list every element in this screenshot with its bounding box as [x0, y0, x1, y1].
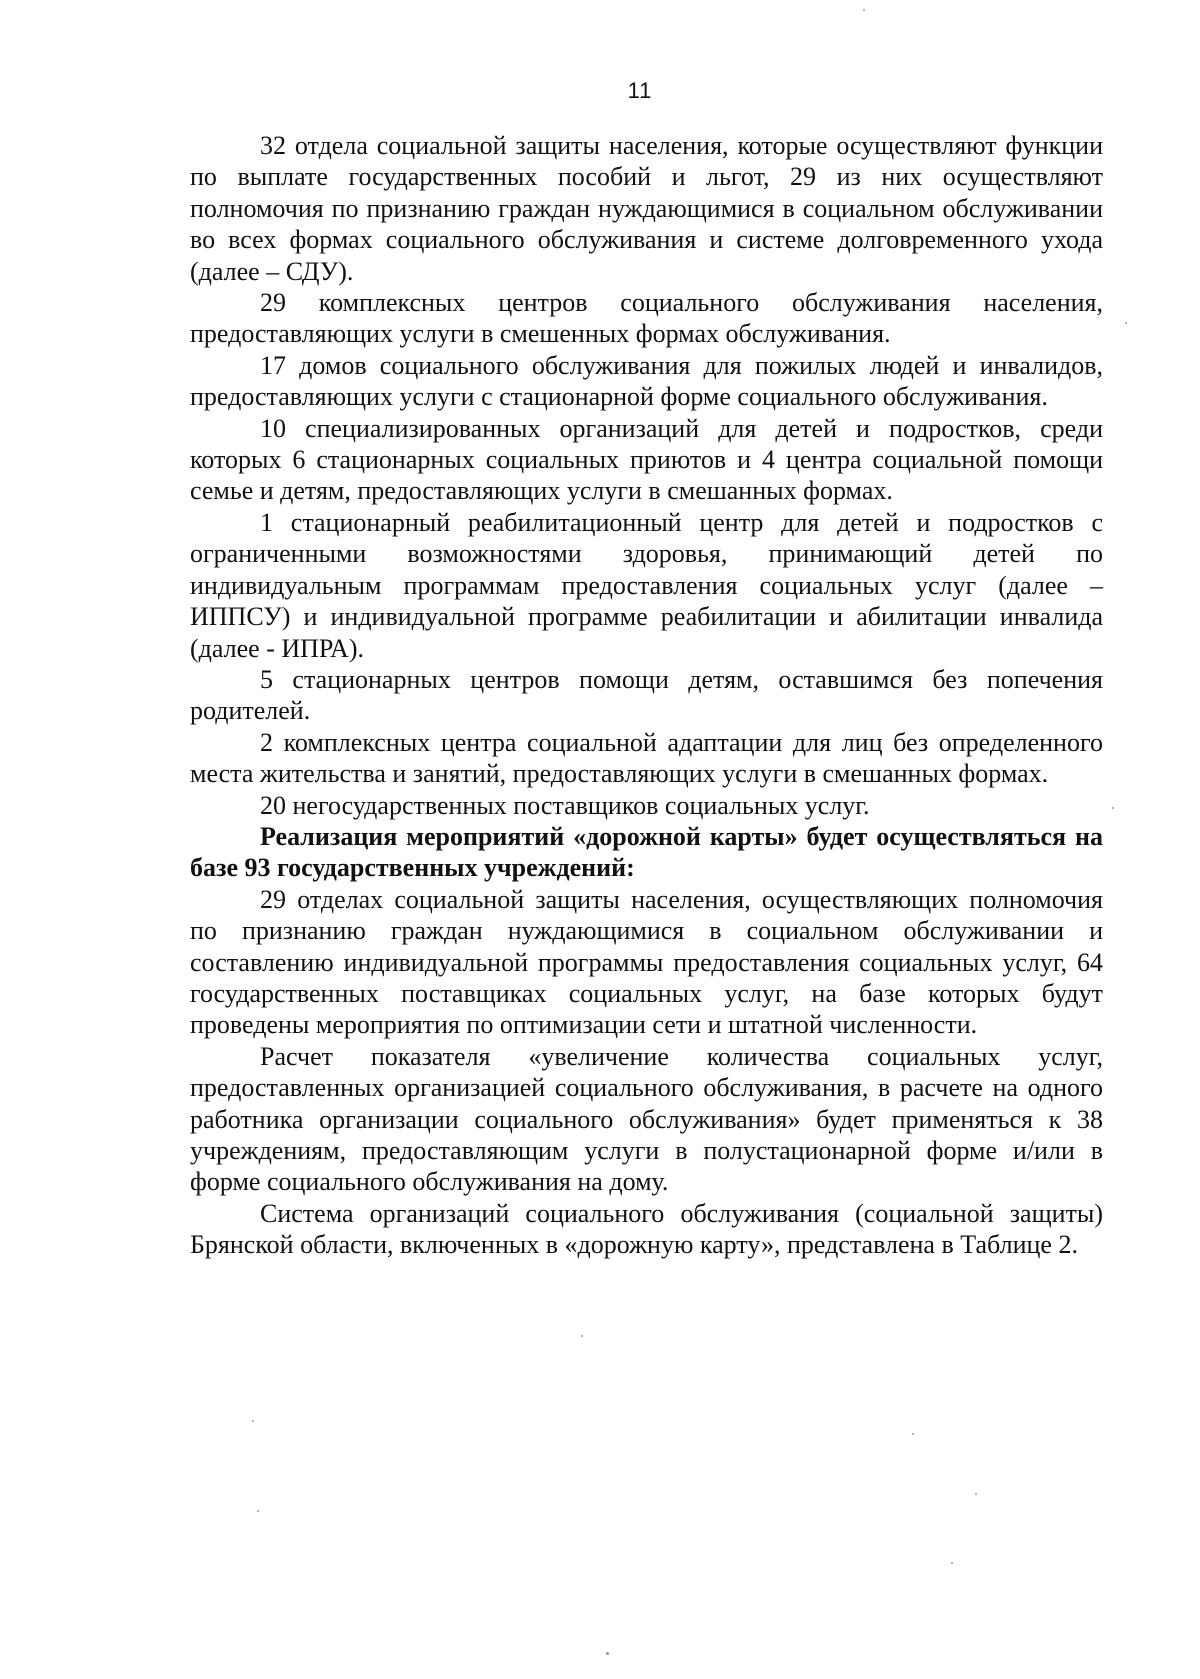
scan-speck [581, 1335, 583, 1337]
paragraph-complex-centers: 29 комплексных центров социального обслуживания населения, предоставляющих услуги в смешенных формах обслуживания. [190, 288, 1103, 349]
paragraph-indicator-calculation: Расчет показателя «увеличение количества социальных услуг, предоставленных организацией социального обслуживания, в расчете на одного работника организации социального обслуживания» будет применяться к 38 учреждениям, предоставляющим услуги в полустационарной форме и/или в форме социального обслуживания на дому. [190, 1041, 1103, 1197]
paragraph-children-help-centers: 5 стационарных центров помощи детям, оставшимся без попечения родителей. [190, 664, 1103, 726]
scan-speck [863, 9, 865, 11]
paragraph-rehabilitation-center: 1 стационарный реабилитационный центр для детей и подростков с ограниченными возможностями здоровья, принимающий детей по индивидуальным программам предоставления социальных услуг (далее – ИППСУ) и индивидуальной программе реабилитации и абилитации инвалида (далее - ИПРА). [190, 507, 1103, 663]
paragraph-non-state-providers: 20 негосударственных поставщиков социальных услуг. [260, 790, 870, 820]
heading-roadmap-implementation: Реализация мероприятий «дорожной карты» будет осуществляться на базе 93 государственных учреждений: [190, 821, 1103, 883]
scan-speck [1125, 322, 1127, 324]
paragraph-social-protection-departments: 32 отдела социальной защиты населения, которые осуществляют функции по выплате государственных пособий и льгот, 29 из них осуществляют полномочия по признанию граждан нуждающимися в социальном обслуживании во всех формах социального обслуживания и системе долговременного ухода (далее – СДУ). [190, 131, 1103, 286]
paragraph-system-table-reference: Система организаций социального обслуживания (социальной защиты) Брянской области, включенных в «дорожную карту», представлена в Таблице 2. [190, 1198, 1103, 1260]
scan-speck [252, 1420, 254, 1422]
document-body [190, 130, 1103, 1261]
scan-speck [606, 1652, 609, 1655]
paragraph-departments-and-providers: 29 отделах социальной защиты населения, осуществляющих полномочия по признанию граждан нуждающимися в социальном обслуживании и составлению индивидуальной программы предоставления социальных услуг, 64 государственных поставщиках социальных услуг, на базе которых будут проведены мероприятия по оптимизации сети и штатной численности. [190, 884, 1103, 1040]
paragraph-adaptation-centers: 2 комплексных центра социальной адаптации для лиц без определенного места жительства и занятий, предоставляющих услуги в смешанных формах. [190, 727, 1103, 789]
scan-speck [951, 1562, 953, 1564]
scan-speck [975, 1493, 977, 1495]
page-number: 11 [627, 78, 653, 103]
scan-speck [1112, 807, 1114, 809]
paragraph-children-organizations: 10 специализированных организаций для детей и подростков, среди которых 6 стационарных социальных приютов и 4 центра социальной помощи семье и детям, предоставляющих услуги в смешанных формах. [190, 413, 1103, 506]
paragraph-homes-for-elderly: 17 домов социального обслуживания для пожилых людей и инвалидов, предоставляющих услуги с стационарной форме социального обслуживания. [190, 350, 1103, 412]
scan-speck [257, 1510, 259, 1512]
scan-speck [912, 1433, 914, 1435]
